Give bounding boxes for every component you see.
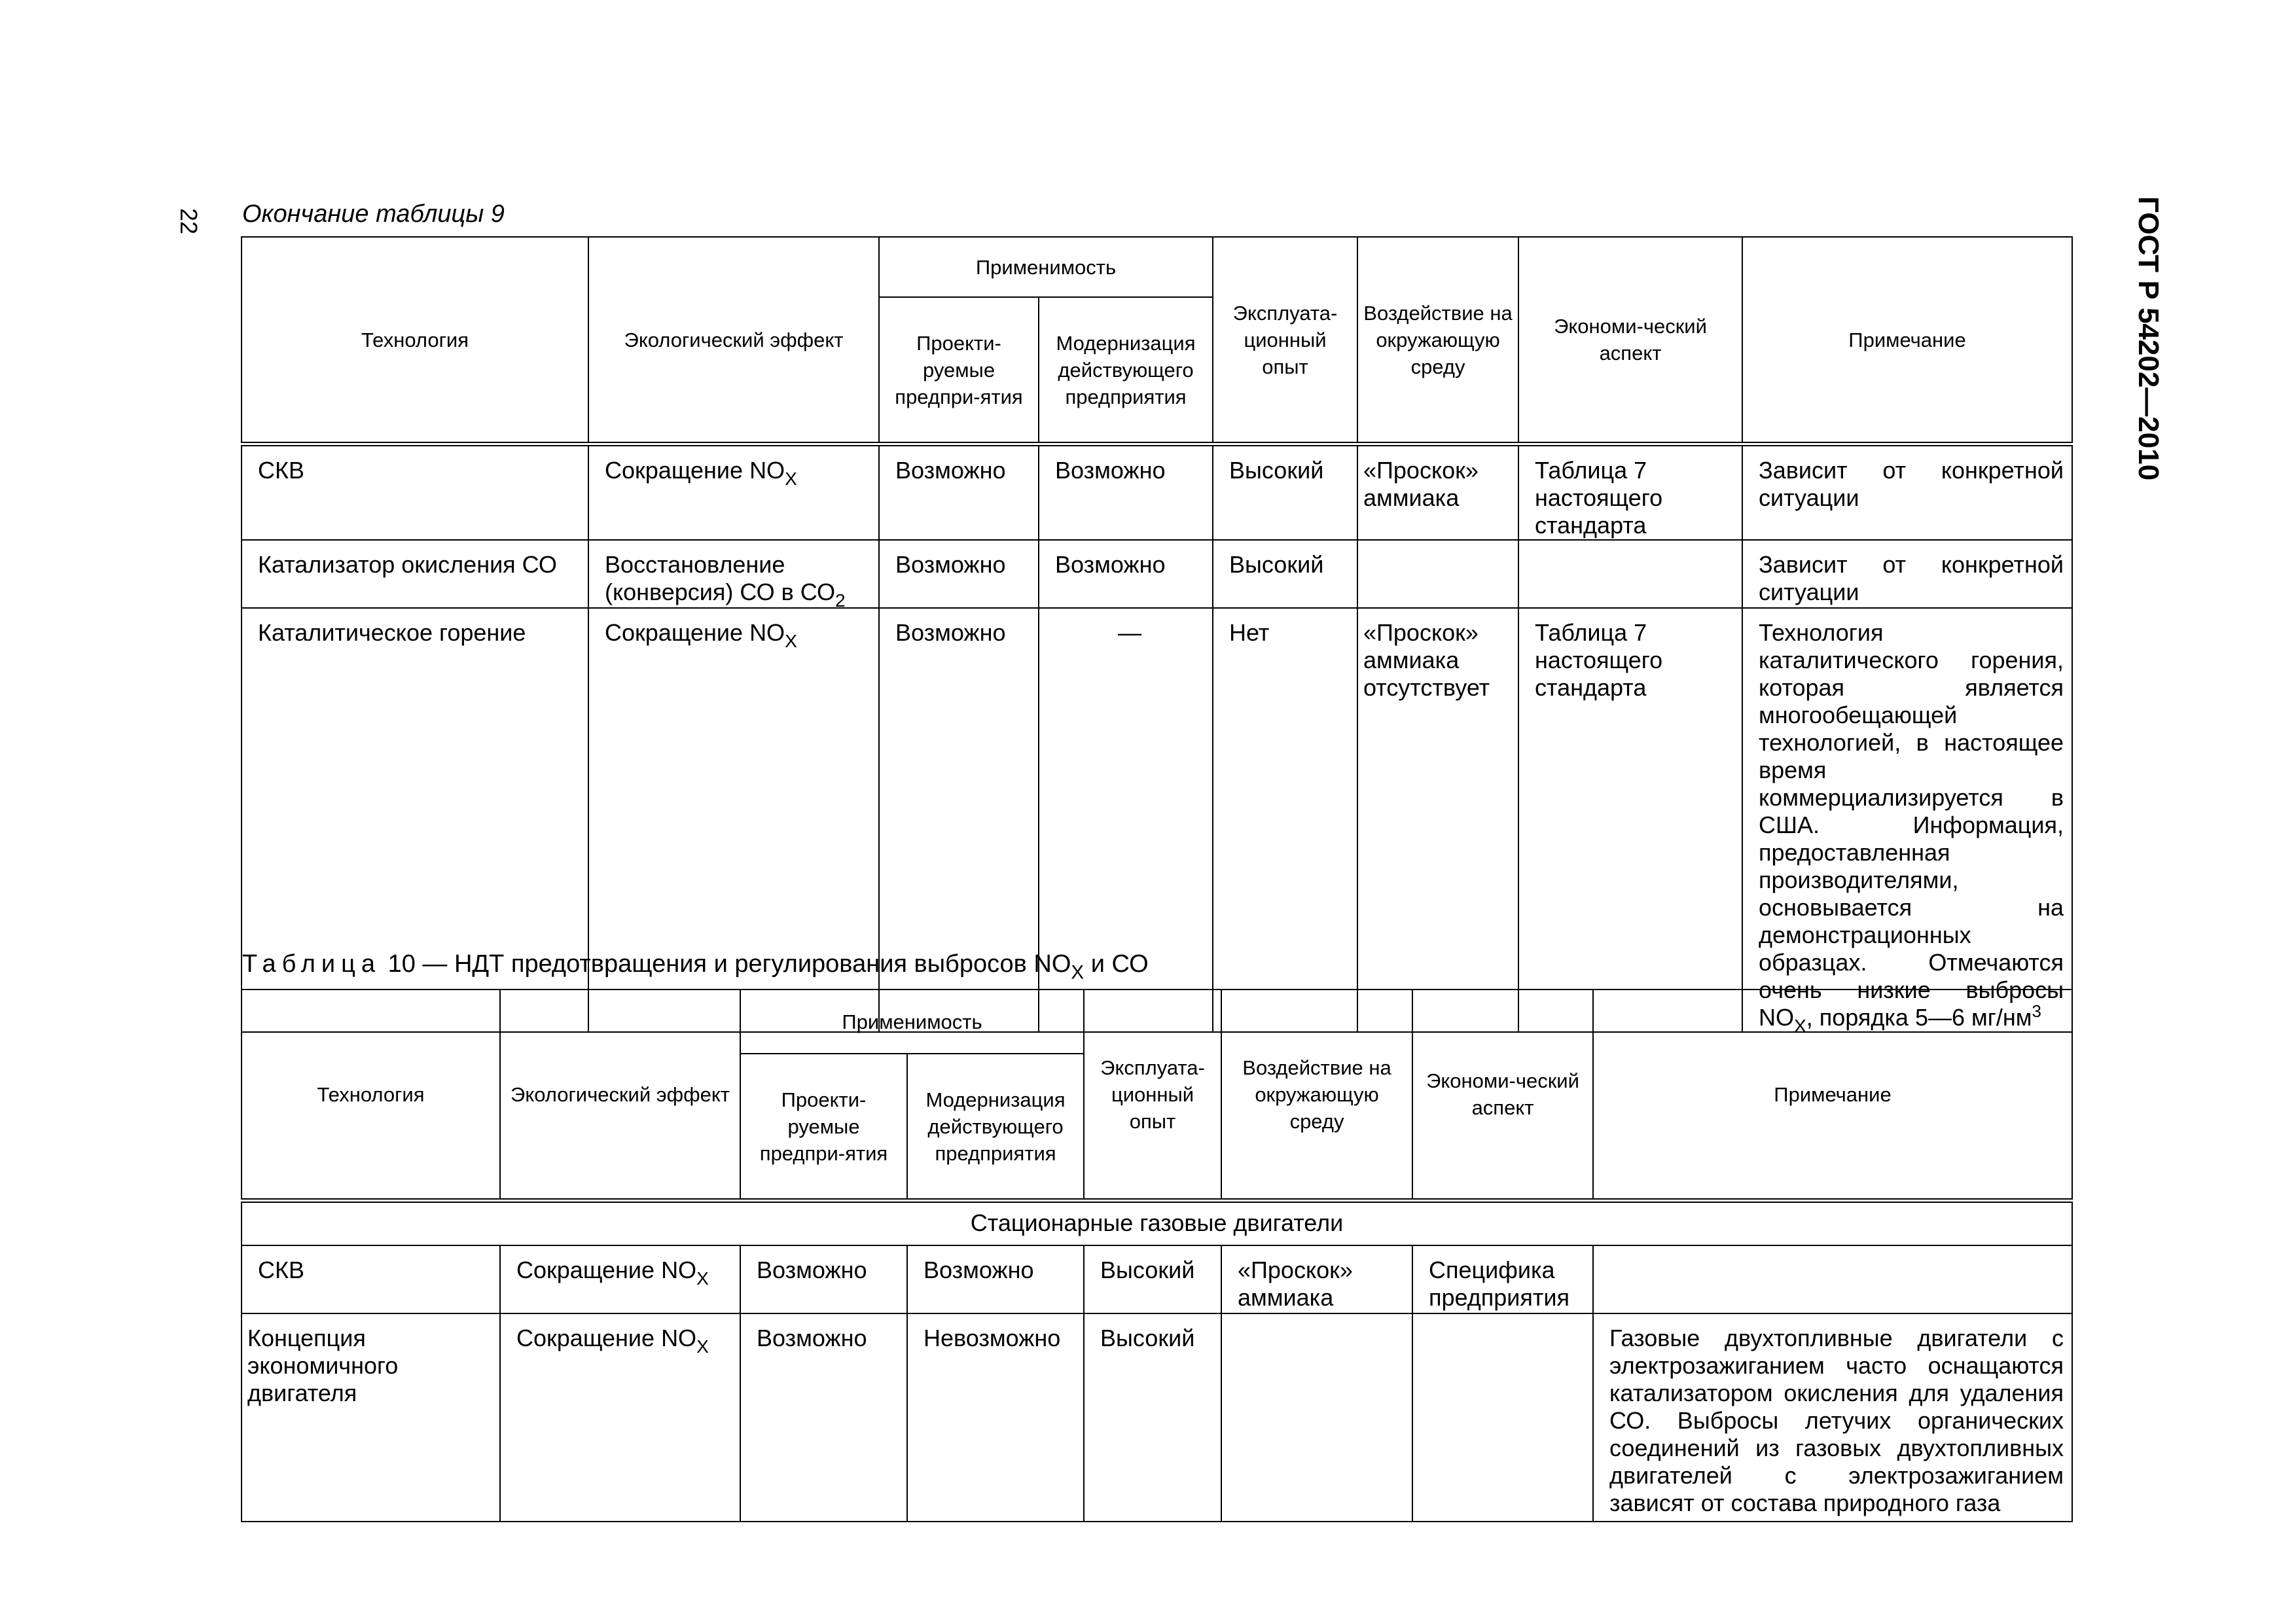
- t10-r2-eco-effect: Сокращение $NO_X$: [500, 1313, 740, 1522]
- t10-r1-projected: Возможно: [740, 1245, 907, 1313]
- t10-header-projected: Проекти-руемые предпри-ятия: [740, 1054, 907, 1201]
- t10-header-modernization: Модернизация действующего предприятия: [907, 1054, 1084, 1201]
- t9-r3-technology: Каталитическое горение: [242, 608, 588, 1032]
- t10-r2-projected: Возможно: [740, 1313, 907, 1522]
- table10-caption: Таблица 10 — НДТ предотвращения и регулирования выбросов $NO_X$ и СО: [242, 950, 1149, 984]
- t9-header-modernization: Модернизация действующего предприятия: [1039, 297, 1213, 444]
- t10-header-note: Примечание: [1593, 990, 2072, 1201]
- t10-r2-note: Газовые двухтопливные двигатели с электрозажиганием часто оснащаются катализатором окисления для удаления СО. Выбросы летучих органических соединений из газовых двухтопливных двигателей с электрозажиганием зависят от состава природного газа: [1593, 1313, 2072, 1522]
- t10-r1-technology: СКВ: [242, 1245, 500, 1313]
- t9-r1-economic: Таблица 7 настоящего стандарта: [1518, 444, 1742, 541]
- t9-header-impact: Воздействие на окружающую среду: [1357, 237, 1518, 444]
- t9-r3-modernization: —: [1039, 608, 1213, 1032]
- table-row: [242, 540, 2072, 608]
- t9-header-technology: Технология: [242, 237, 588, 444]
- t10-r1-note: [1593, 1245, 2072, 1313]
- t9-r2-economic: [1518, 540, 1742, 608]
- page-number: 22: [175, 208, 202, 235]
- t9-r2-eco-effect: Восстановление (конверсия) СО в $СО_2$: [588, 540, 879, 608]
- table9-caption: Окончание таблицы 9: [242, 200, 505, 228]
- t10-r1-impact: «Проскок» аммиака: [1221, 1245, 1412, 1313]
- t9-r2-technology: Катализатор окисления СО: [242, 540, 588, 608]
- t9-r1-impact: «Проскок» аммиака: [1357, 444, 1518, 541]
- t10-header-technology: Технология: [242, 990, 500, 1201]
- t9-r1-technology: СКВ: [242, 444, 588, 541]
- t10-header-applicability: Применимость: [740, 990, 1084, 1054]
- table10-header-row-1: [242, 990, 2072, 1054]
- t10-r2-economic: [1412, 1313, 1593, 1522]
- t10-r1-modernization: Возможно: [907, 1245, 1084, 1313]
- t10-r1-experience: Высокий: [1084, 1245, 1221, 1313]
- t9-r1-projected: Возможно: [879, 444, 1039, 541]
- t10-header-experience: Эксплуата-ционный опыт: [1084, 990, 1221, 1201]
- t10-r1-eco-effect: Сокращение $NO_X$: [500, 1245, 740, 1313]
- t9-r3-projected: Возможно: [879, 608, 1039, 1032]
- t9-r2-note: Зависит от конкретной ситуации: [1742, 540, 2072, 608]
- t10-r2-technology: Концепция экономичного двигателя: [242, 1313, 500, 1522]
- t10-r2-impact: [1221, 1313, 1412, 1522]
- t10-r1-economic: Специфика предприятия: [1412, 1245, 1593, 1313]
- t9-r2-experience: Высокий: [1213, 540, 1357, 608]
- t9-r1-note: Зависит от конкретной ситуации: [1742, 444, 2072, 541]
- t9-r3-eco-effect: Сокращение $NO_X$: [588, 608, 879, 1032]
- t10-header-eco-effect: Экологический эффект: [500, 990, 740, 1201]
- t9-r1-experience: Высокий: [1213, 444, 1357, 541]
- t9-r3-economic: Таблица 7 настоящего стандарта: [1518, 608, 1742, 1032]
- t9-r3-impact: «Проскок» аммиака отсутствует: [1357, 608, 1518, 1032]
- t10-section-title: Стационарные газовые двигатели: [242, 1201, 2072, 1246]
- table-row: [242, 444, 2072, 541]
- table9: [241, 236, 2073, 1036]
- t10-header-impact: Воздействие на окружающую среду: [1221, 990, 1412, 1201]
- t9-r1-eco-effect: Сокращение $NO_X$: [588, 444, 879, 541]
- document-code: ГОСТ Р 54202—2010: [2132, 196, 2164, 481]
- t10-r2-experience: Высокий: [1084, 1313, 1221, 1522]
- t9-header-projected: Проекти-руемые предпри-ятия: [879, 297, 1039, 444]
- t9-header-experience: Эксплуата-ционный опыт: [1213, 237, 1357, 444]
- table-row: [242, 1245, 2072, 1313]
- t9-r3-experience: Нет: [1213, 608, 1357, 1032]
- t9-r2-projected: Возможно: [879, 540, 1039, 608]
- t9-header-applicability: Применимость: [879, 237, 1213, 297]
- t9-header-note: Примечание: [1742, 237, 2072, 444]
- t10-section-row: [242, 1201, 2072, 1246]
- t9-r2-modernization: Возможно: [1039, 540, 1213, 608]
- t9-header-eco-effect: Экологический эффект: [588, 237, 879, 444]
- table-row: [242, 1313, 2072, 1522]
- t10-header-economic: Экономи-ческий аспект: [1412, 990, 1593, 1201]
- t9-r1-modernization: Возможно: [1039, 444, 1213, 541]
- t9-r3-note: Технология каталитического горения, которая является многообещающей технологией, в настоящее время коммерциализируется в США. Информация, предоставленная производителями, основывается на демонстрационных образцах. Отмечаются очень низкие выбросы $NO_X$, порядка 5—6 $мг/нм^3$: [1742, 608, 2072, 1032]
- table10: [241, 989, 2073, 1522]
- t10-r2-modernization: Невозможно: [907, 1313, 1084, 1522]
- t9-header-economic: Экономи-ческий аспект: [1518, 237, 1742, 444]
- table9-header-row-1: [242, 237, 2072, 297]
- t9-r2-impact: [1357, 540, 1518, 608]
